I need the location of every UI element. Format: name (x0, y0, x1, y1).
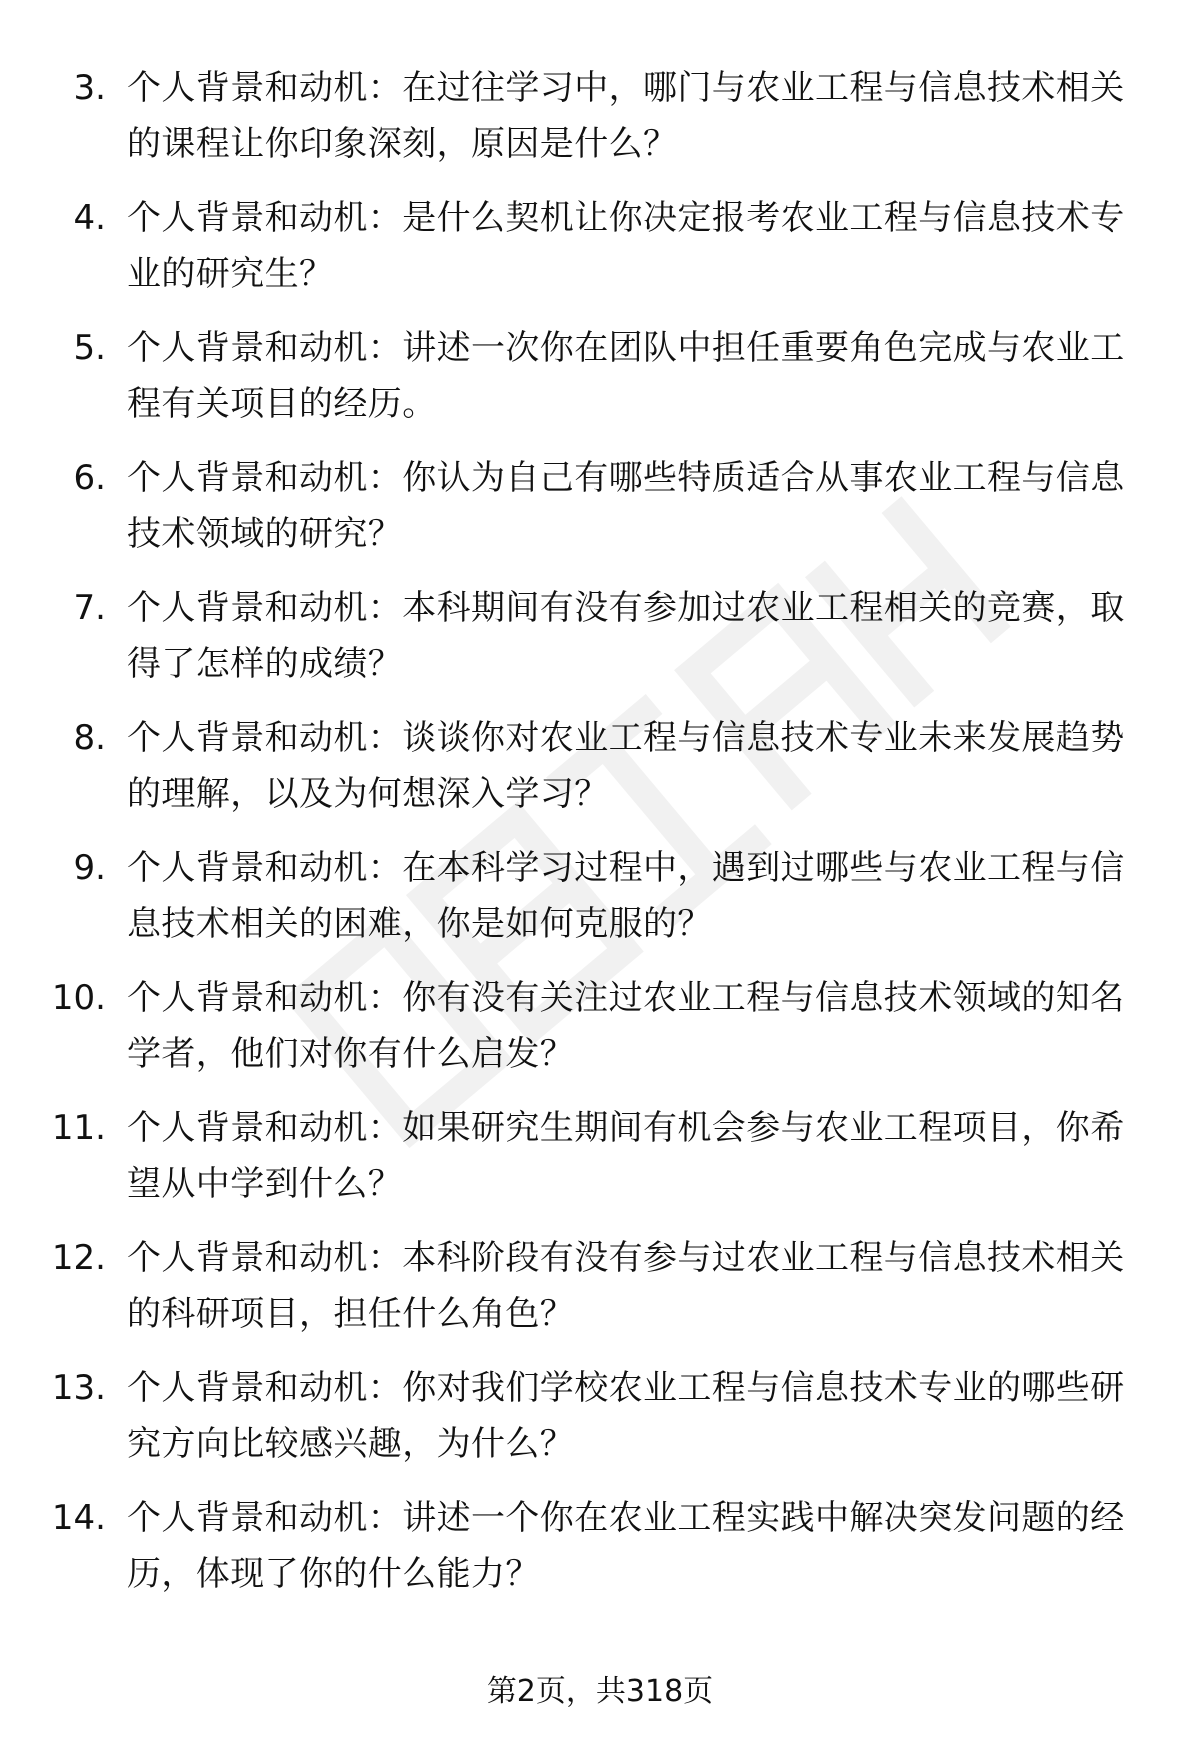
list-item (0, 1092, 1200, 1222)
question-number: 8. (73, 718, 106, 758)
question-number: 3. (73, 68, 106, 108)
question-text: 个人背景和动机：你有没有关注过农业工程与信息技术领域的知名学者，他们对你有什么启发？ (127, 978, 1125, 1074)
question-number: 9. (73, 848, 106, 888)
question-text: 个人背景和动机：本科阶段有没有参与过农业工程与信息技术相关的科研项目，担任什么角色？ (127, 1238, 1125, 1334)
question-list (0, 52, 1200, 1612)
question-number: 6. (73, 458, 106, 498)
question-number: 12. (51, 1238, 106, 1278)
list-item (0, 312, 1200, 442)
question-text: 个人背景和动机：你对我们学校农业工程与信息技术专业的哪些研究方向比较感兴趣，为什么？ (127, 1368, 1125, 1464)
list-item (0, 1352, 1200, 1482)
question-text: 个人背景和动机：你认为自己有哪些特质适合从事农业工程与信息技术领域的研究？ (127, 458, 1125, 554)
page-indicator: 第2页，共318页 (486, 1674, 714, 1709)
question-number: 5. (73, 328, 106, 368)
question-number: 7. (73, 588, 106, 628)
question-text: 个人背景和动机：如果研究生期间有机会参与农业工程项目，你希望从中学到什么？ (127, 1108, 1125, 1204)
question-text: 个人背景和动机：在过往学习中，哪门与农业工程与信息技术相关的课程让你印象深刻，原因是什么？ (127, 68, 1125, 164)
question-text: 个人背景和动机：在本科学习过程中，遇到过哪些与农业工程与信息技术相关的困难，你是如何克服的？ (127, 848, 1125, 944)
question-text: 个人背景和动机：谈谈你对农业工程与信息技术专业未来发展趋势的理解，以及为何想深入学习？ (127, 718, 1125, 814)
list-item (0, 182, 1200, 312)
question-number: 14. (51, 1498, 106, 1538)
list-item (0, 52, 1200, 182)
list-item (0, 572, 1200, 702)
question-number: 4. (73, 198, 106, 238)
list-item (0, 1482, 1200, 1612)
question-text: 个人背景和动机：是什么契机让你决定报考农业工程与信息技术专业的研究生？ (127, 198, 1125, 294)
question-text: 个人背景和动机：本科期间有没有参加过农业工程相关的竞赛，取得了怎样的成绩？ (127, 588, 1125, 684)
question-number: 13. (51, 1368, 106, 1408)
question-text: 个人背景和动机：讲述一次你在团队中担任重要角色完成与农业工程有关项目的经历。 (127, 328, 1125, 424)
question-number: 11. (51, 1108, 106, 1148)
list-item (0, 702, 1200, 832)
list-item (0, 442, 1200, 572)
question-text: 个人背景和动机：讲述一个你在农业工程实践中解决突发问题的经历，体现了你的什么能力？ (127, 1498, 1125, 1594)
list-item (0, 832, 1200, 962)
question-number: 10. (51, 978, 106, 1018)
list-item (0, 1222, 1200, 1352)
list-item (0, 962, 1200, 1092)
